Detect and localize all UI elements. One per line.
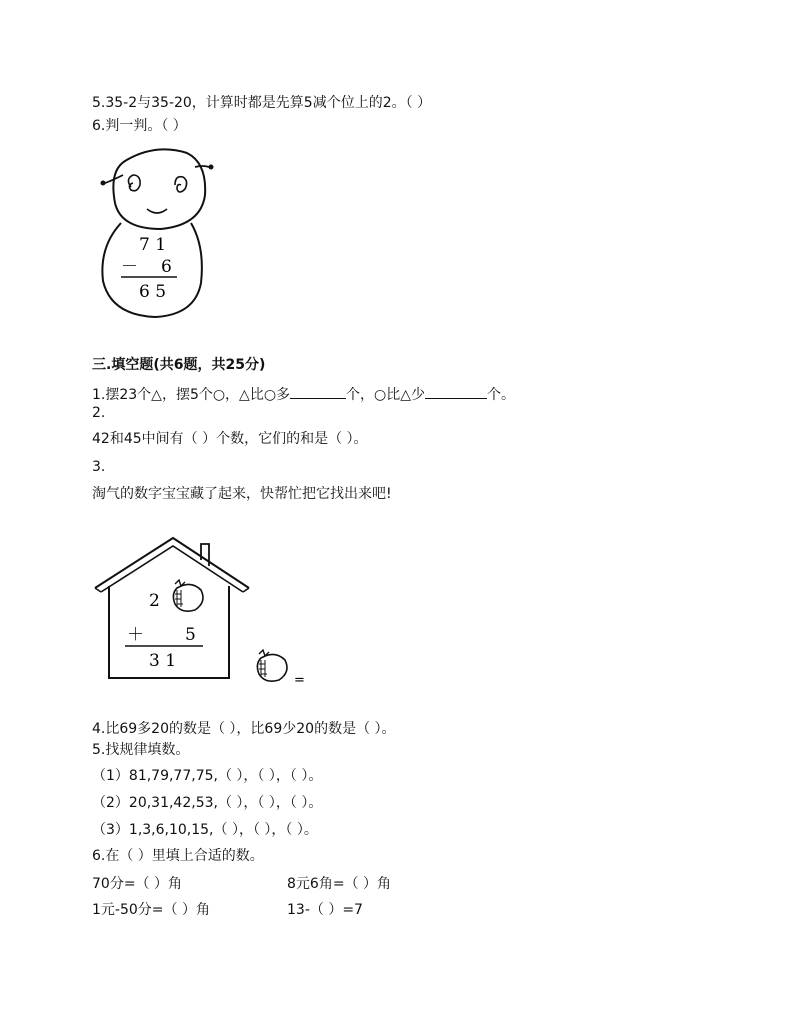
house-illustration	[95, 536, 325, 696]
fill-1-part-a: 1.摆23个△，摆5个○，△比○多	[92, 387, 291, 403]
fill-2: 42和45中间有（ ）个数，它们的和是（ ）。	[92, 431, 368, 447]
doll-sub: 6	[161, 257, 172, 277]
pomegranate-answer-icon	[257, 650, 287, 681]
fill-6-item-2: 8元6角=（ ）角	[287, 876, 391, 892]
doll-illustration	[95, 143, 225, 323]
doll-result: 6 5	[139, 282, 167, 302]
fill-3: 淘气的数字宝宝藏了起来，快帮忙把它找出来吧!	[92, 486, 392, 502]
house-add: 5	[185, 625, 196, 645]
fill-5-item-1: （1）81,79,77,75,（ ），（ ），（ ）。	[92, 768, 323, 784]
fill-1	[92, 384, 515, 404]
fill-1-part-b: 个，○比△少	[346, 387, 426, 403]
fill-5-item-3: （3）1,3,6,10,15,（ ），（ ），（ ）。	[92, 822, 318, 838]
question-6: 6.判一判。（ ）	[92, 118, 187, 134]
fill-6: 6.在（ ）里填上合适的数。	[92, 848, 264, 864]
question-5: 5.35-2与35-20，计算时都是先算5减个位上的2。（ ）	[92, 95, 432, 111]
house-equals: =	[294, 673, 305, 688]
doll-top: 7 1	[139, 235, 167, 255]
blank-1[interactable]	[290, 384, 346, 399]
fill-6-item-1: 70分=（ ）角	[92, 876, 182, 892]
fill-6-item-4: 13-（ ）=7	[287, 902, 363, 918]
fill-1-part-c: 个。	[487, 387, 516, 403]
fill-2-number: 2.	[92, 405, 106, 421]
fill-5: 5.找规律填数。	[92, 742, 190, 758]
pomegranate-icon	[173, 580, 203, 611]
fill-5-item-2: （2）20,31,42,53,（ ），（ ），（ ）。	[92, 795, 323, 811]
fill-6-item-3: 1元-50分=（ ）角	[92, 902, 210, 918]
house-top: 2	[149, 591, 160, 611]
house-plus: ＋	[127, 625, 144, 645]
doll-minus: －	[121, 257, 138, 277]
house-result: 3 1	[149, 651, 177, 671]
fill-3-number: 3.	[92, 459, 106, 475]
fill-4: 4.比69多20的数是（ ），比69少20的数是（ ）。	[92, 721, 396, 737]
section-3-heading: 三.填空题(共6题，共25分)	[92, 357, 266, 373]
blank-2[interactable]	[425, 384, 487, 399]
